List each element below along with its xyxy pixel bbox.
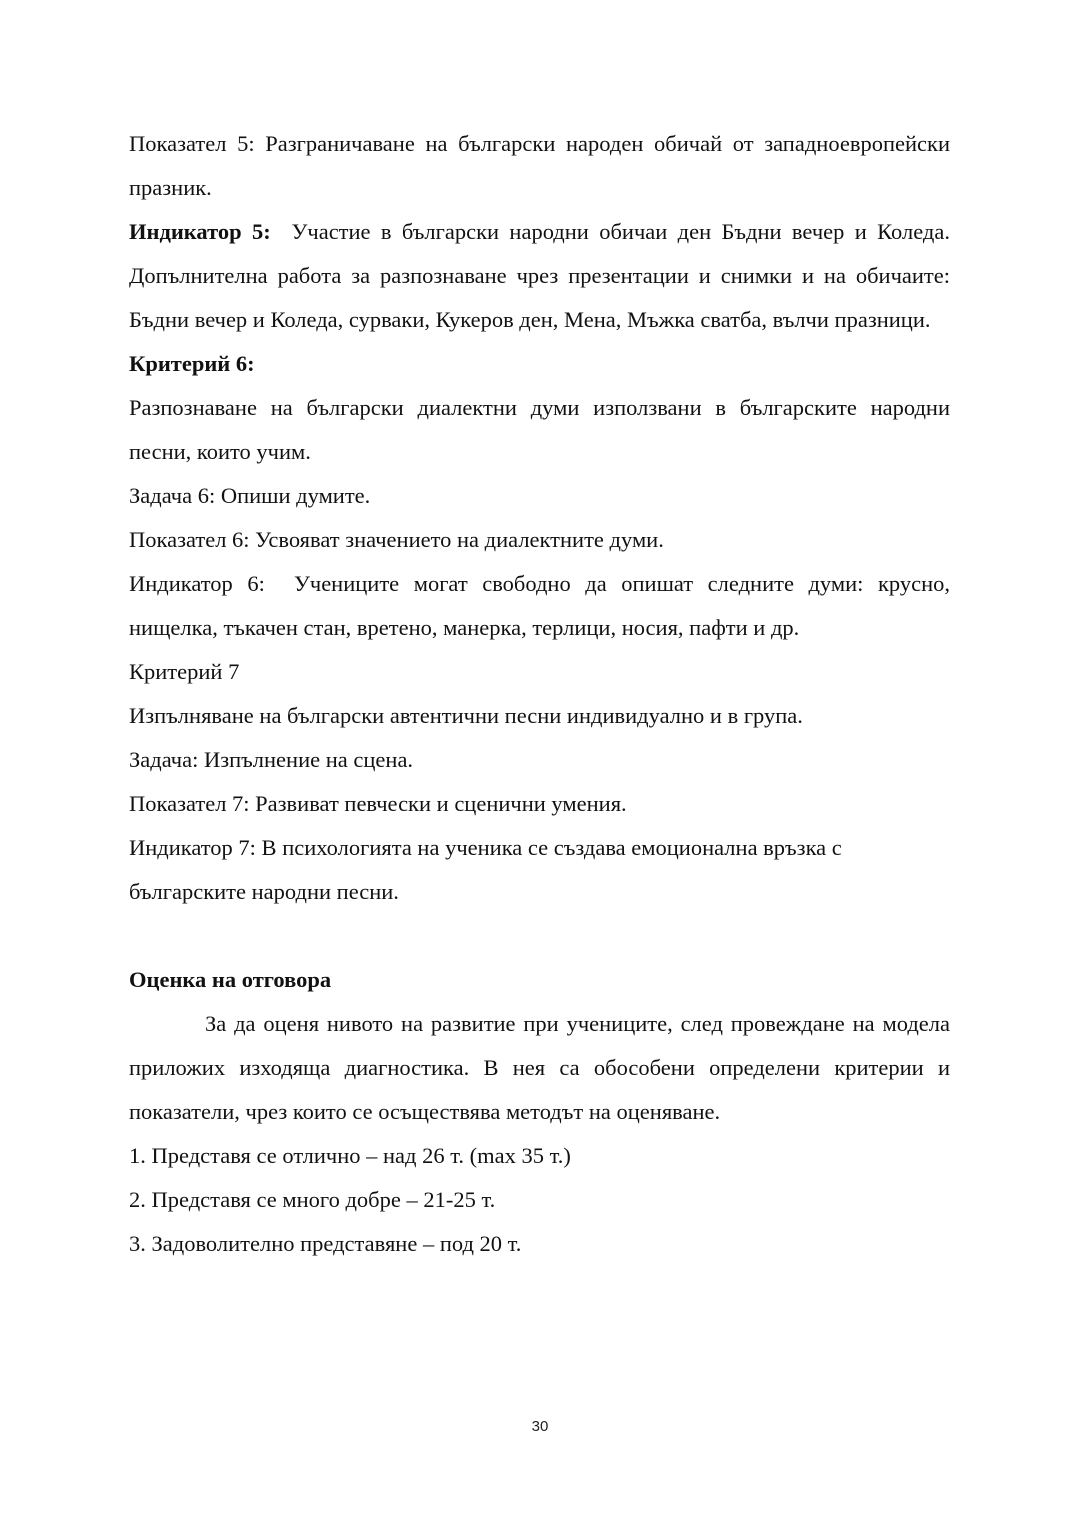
task-7: Задача: Изпълнение на сцена. xyxy=(129,747,414,772)
criterion-7-description: Изпълняване на български автентични песни индивидуално и в група. xyxy=(129,703,803,728)
section-intro: За да оценя нивото на развитие при учениците, след провеждане на модела приложих изходяща диагностика. В нея са обособени определени критерии и показатели, чрез които се осъществява методът на оценяване. xyxy=(129,1011,950,1124)
criterion-6-heading: Критерий 6: xyxy=(129,351,255,376)
indicator-7: Индикатор 7: В психологията на ученика се създава емоционална връзка с българските народни песни. xyxy=(129,835,842,904)
page-content xyxy=(129,122,962,1266)
section-heading: Оценка на отговора xyxy=(129,967,332,992)
indicator-6-metric: Показател 6: Усвояват значението на диалектните думи. xyxy=(129,527,664,552)
section-spacer xyxy=(129,914,950,958)
criterion-7-heading: Критерий 7 xyxy=(129,659,240,684)
criterion-6-description: Разпознаване на български диалектни думи използвани в българските народни песни, които учим. xyxy=(129,395,950,464)
indicator-6: Индикатор 6: Учениците могат свободно да опишат следните думи: крусно, нищелка, тъкачен стан, вретено, манерка, терлици, носия, пафти и др. xyxy=(129,571,956,640)
indicator-5-text: Участие в български народни обичаи ден Бъдни вечер и Коледа. Допълнителна работа за разпознаване чрез презентации и снимки и на обичаите: Бъдни вечер и Коледа, сурваки, Кукеров ден, Мена, Мъжка сватба, вълчи празници. xyxy=(129,219,962,332)
paragraph-indicator-5 xyxy=(129,210,962,342)
indicator-7-metric: Показател 7: Развиват певчески и сценични умения. xyxy=(129,791,627,816)
score-item-3: 3. Задоволително представяне – под 20 т. xyxy=(129,1231,522,1256)
score-item-1: 1. Представя се отлично – над 26 т. (max 35 т.) xyxy=(129,1143,571,1168)
indicator-5-label: Индикатор 5: xyxy=(129,219,271,244)
score-item-2: 2. Представя се много добре – 21-25 т. xyxy=(129,1187,496,1212)
paragraph-indicator-5-topic: Показател 5: Разграничаване на български народен обичай от западноевропейски празник. xyxy=(129,131,950,200)
task-6: Задача 6: Опиши думите. xyxy=(129,483,371,508)
page-number: 30 xyxy=(531,1418,549,1435)
